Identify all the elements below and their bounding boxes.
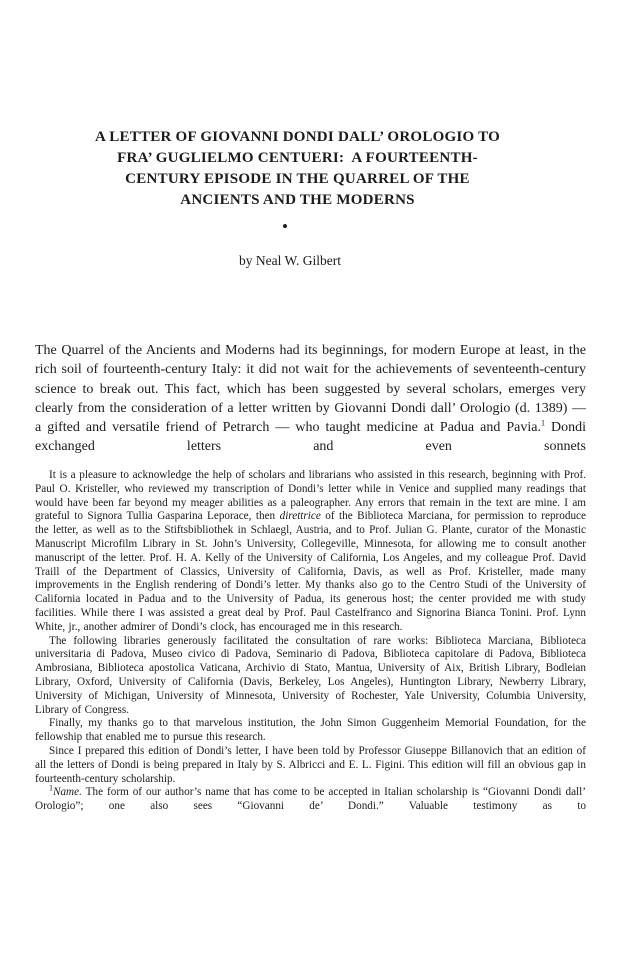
footnote-acknowledgements xyxy=(35,469,586,635)
article-title-line-1: A LETTER OF GIOVANNI DONDI DALL’ OROLOGIO TO xyxy=(94,129,501,145)
section-divider-bullet: • xyxy=(282,217,288,236)
article-title xyxy=(35,127,560,211)
body-paragraph-continuation: Dondi exchanged letters and even sonnets xyxy=(35,420,586,455)
footnote-1-italic-lead: Name. xyxy=(53,786,82,799)
footnote-1-text: The form of our author’s name that has come to be accepted in Italian scholarship is “Giovanni Dondi dall’ Orologio”; one also sees “Giovanni de’ Dondi.” Valuable testimony as to xyxy=(35,786,586,813)
body-text xyxy=(35,341,586,457)
body-paragraph xyxy=(35,341,586,457)
footnote-edition: Since I prepared this edition of Dondi’s letter, I have been told by Professor Giuseppe Billanovich that an edition of all the letters of Dondi is being prepared in Italy by S. Albricci and E. L. Figini. This edition will fill an obvious gap in fourteenth-century scholarship. xyxy=(35,744,586,785)
footnote-libraries: The following libraries generously facilitated the consultation of rare works: Biblioteca Marciana, Biblioteca universitaria di Padova, Museo civico di Padova, Seminario di Padova, Biblioteca capitolare di Padova, Biblioteca Ambrosiana, Biblioteca apostolica Vaticana, Archivio di Stato, Mantua, University of Aix, British Library, Bodleian Library, Oxford, University of California (Davis, Berkeley, Los Angeles), Huntington Library, Newberry Library, University of Michigan, University of Minnesota, University of Rochester, Yale University, Columbia University, Library of Congress. xyxy=(35,634,586,716)
byline: by Neal W. Gilbert xyxy=(239,253,341,268)
footnote-1-name xyxy=(35,783,586,814)
footnote-acknowledgements-continuation: of the Biblioteca Marciana, for permission to reproduce the letter, as well as to the Stiftsbibliothek in Schlaegl, Austria, and to Prof. Julian G. Plante, curator of the Monastic Manuscript Microfilm Library in St. John’s University, Collegeville, Minnesota, for allowing me to consult another manuscript of the letter. Prof. H. A. Kelly of the University of California, Los Angeles, and my colleague Prof. David Traill of the Department of Classics, University of California, Davis, as well as Prof. Kristeller, made many improvements in the English rendering of Dondi’s letter. My thanks also go to the Centro Studi of the University of California located in Padua and to the University of Padua, its generous host; the center provided me with study facilities. While there I was assisted a great deal by Prof. Paul Castelfranco and Signorina Bianca Tonini. Prof. Lynn White, jr., another admirer of Dondi’s clock, has encouraged me in this research. xyxy=(35,510,586,633)
footnote-reference-marker: 1 xyxy=(540,418,545,428)
article-title-line-3: CENTURY EPISODE IN THE QUARREL OF THE xyxy=(125,171,470,187)
article-title-line-4: ANCIENTS AND THE MODERNS xyxy=(180,192,415,208)
footnote-1-marker: 1 xyxy=(49,783,53,793)
footnote-acknowledgements-text: It is a pleasure to acknowledge the help of scholars and librarians who assisted in this research, beginning with Prof. Paul O. Kristeller, who reviewed my transcription of Dondi’s letter while in Venice and supplied many readings that would have been far beyond my meager abilities as a paleographer. Any errors that remain in the text are mine. I am grateful to Signora Tullia Gasparina Leporace, then xyxy=(35,469,586,523)
footnote-guggenheim: Finally, my thanks go to that marvelous institution, the John Simon Guggenheim Memorial Foundation, for the fellowship that enabled me to pursue this research. xyxy=(35,717,586,744)
footnote-block xyxy=(35,469,586,814)
article-title-line-2: FRA’ GUGLIELMO CENTUERI: A FOURTEENTH- xyxy=(117,150,478,166)
footnote-italic-term: direttrice xyxy=(279,510,321,523)
body-paragraph-text: The Quarrel of the Ancients and Moderns had its beginnings, for modern Europe at least, in the rich soil of fourteenth-century Italy: it did not wait for the achievements of seventeenth-century science to break out. This fact, which has been suggested by several scholars, emerges very clearly from the consideration of a letter written by Giovanni Dondi dall’ Orologio (d. 1389) — a gifted and versatile friend of Petrarch — who taught medicine at Padua and Pavia. xyxy=(35,343,586,436)
